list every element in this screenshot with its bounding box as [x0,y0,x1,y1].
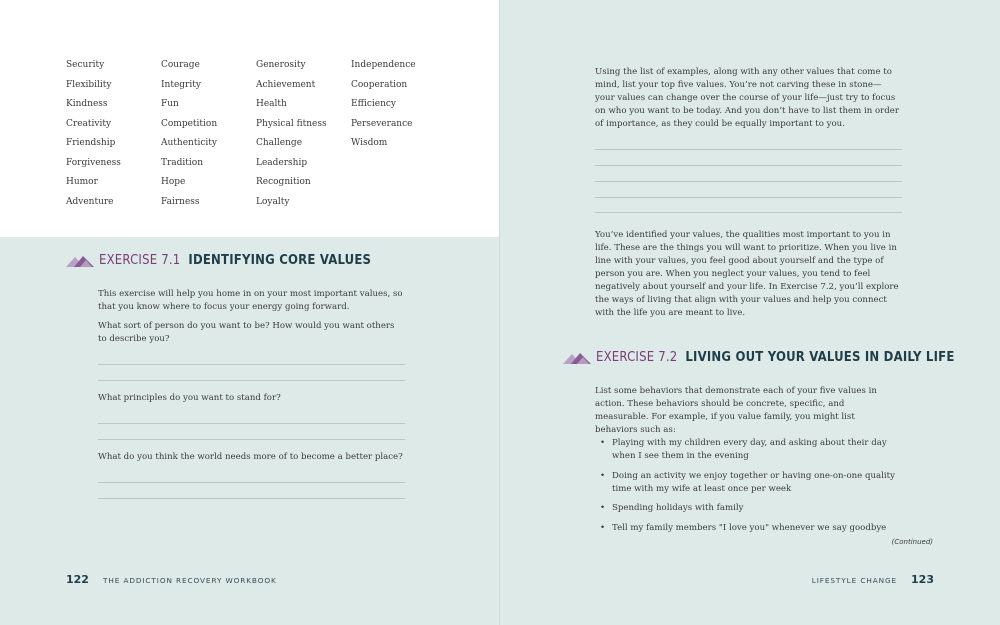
exercise-7-1-intro: This exercise will help you home in on your most important values, so that you know where to focus your energy going forward. [98,289,403,312]
value-item: Efficiency [351,99,397,109]
values-column-3 [256,56,327,212]
page-number: 123 [911,573,934,586]
value-item: Recognition [256,177,311,187]
value-item: Forgiveness [66,157,121,168]
exercise-number: EXERCISE 7.2 [596,350,678,365]
value-item: Flexibility [66,79,112,90]
page-number: 122 [66,573,89,586]
answer-line [595,197,902,198]
mountain-icon [563,352,591,364]
exercise-7-2-intro: List some behaviors that demonstrate each of your five values in action. These behaviors should be concrete, specific, and measurable. For example, if you value family, you might list behaviors such as: [595,386,877,435]
value-item: Fun [161,99,179,109]
exercise-title: LIVING OUT YOUR VALUES IN DAILY LIFE [685,350,955,365]
value-item: Physical fitness [256,118,327,129]
right-folio [812,573,934,586]
answer-line [595,181,902,182]
list-item: • Tell my family members "I love you" whenever we say goodbye [600,522,902,535]
left-folio [66,573,277,586]
value-item: Achievement [256,79,316,90]
value-item: Hope [161,177,186,187]
list-item: • Playing with my children every day, and asking about their day when I see them in the evening [600,437,902,463]
middle-paragraph: You’ve identified your values, the qualities most important to you in life. These are the things you will want to prioritize. When you live in line with your values, you feel good about yourself and the type of person you are. When you neglect your values, you tend to feel negatively about yourself and your life. In Exercise 7.2, you’ll explore the ways of living that align with your values and help you connect with the life you are meant to live. [595,230,899,318]
question-3: What do you think the world needs more of to become a better place? [98,452,403,462]
value-item: Leadership [256,157,308,168]
values-examples-box [0,0,500,237]
answer-line [98,482,405,483]
answer-line [98,380,405,381]
list-item: • Spending holidays with family [600,502,902,515]
answer-line [98,439,405,440]
value-item: Tradition [161,157,204,168]
value-item: Friendship [66,138,116,148]
answer-line [98,364,405,365]
values-column-2 [161,56,217,212]
mountain-icon [66,255,94,267]
value-item: Kindness [66,99,108,109]
value-item: Generosity [256,60,306,70]
value-item: Adventure [66,196,114,207]
values-column-1 [66,56,121,212]
continued-note: (Continued) [891,538,933,546]
value-item: Courage [161,60,200,70]
value-item: Authenticity [161,138,217,148]
list-item: • Doing an activity we enjoy together or having one-on-one quality time with my wife at least once per week [600,470,902,496]
exercise-7-1-heading [66,253,371,268]
answer-line [98,498,405,499]
exercise-number: EXERCISE 7.1 [99,253,181,268]
values-column-4 [351,56,416,154]
value-item: Perseverance [351,118,413,129]
answer-line [595,165,902,166]
value-item: Health [256,99,287,109]
question-1: What sort of person do you want to be? How would you want others to describe you? [98,321,395,344]
running-head: THE ADDICTION RECOVERY WORKBOOK [102,576,277,585]
top-paragraph: Using the list of examples, along with any other values that come to mind, list your top five values. You’re not carving these in stone—your values can change over the course of your life—just try to focus on who you want to be today. And you don’t have to list them in order of importance, as they could be equally important to you. [595,67,899,129]
value-item: Competition [161,118,218,129]
value-item: Wisdom [351,138,388,148]
question-2: What principles do you want to stand for? [98,393,281,403]
exercise-7-2-heading [563,350,955,365]
value-item: Cooperation [351,79,408,90]
value-item: Security [66,60,105,70]
answer-line [595,149,902,150]
value-item: Independence [351,60,416,70]
value-item: Challenge [256,138,303,148]
value-item: Humor [66,177,98,187]
value-item: Integrity [161,79,201,90]
value-item: Loyalty [256,196,290,207]
behavior-examples-list [600,437,902,541]
answer-line [98,423,405,424]
running-head: LIFESTYLE CHANGE [811,576,898,585]
value-item: Fairness [161,196,200,207]
answer-line [595,212,902,213]
right-page [500,0,1000,625]
value-item: Creativity [66,118,112,129]
exercise-title: IDENTIFYING CORE VALUES [188,253,372,268]
